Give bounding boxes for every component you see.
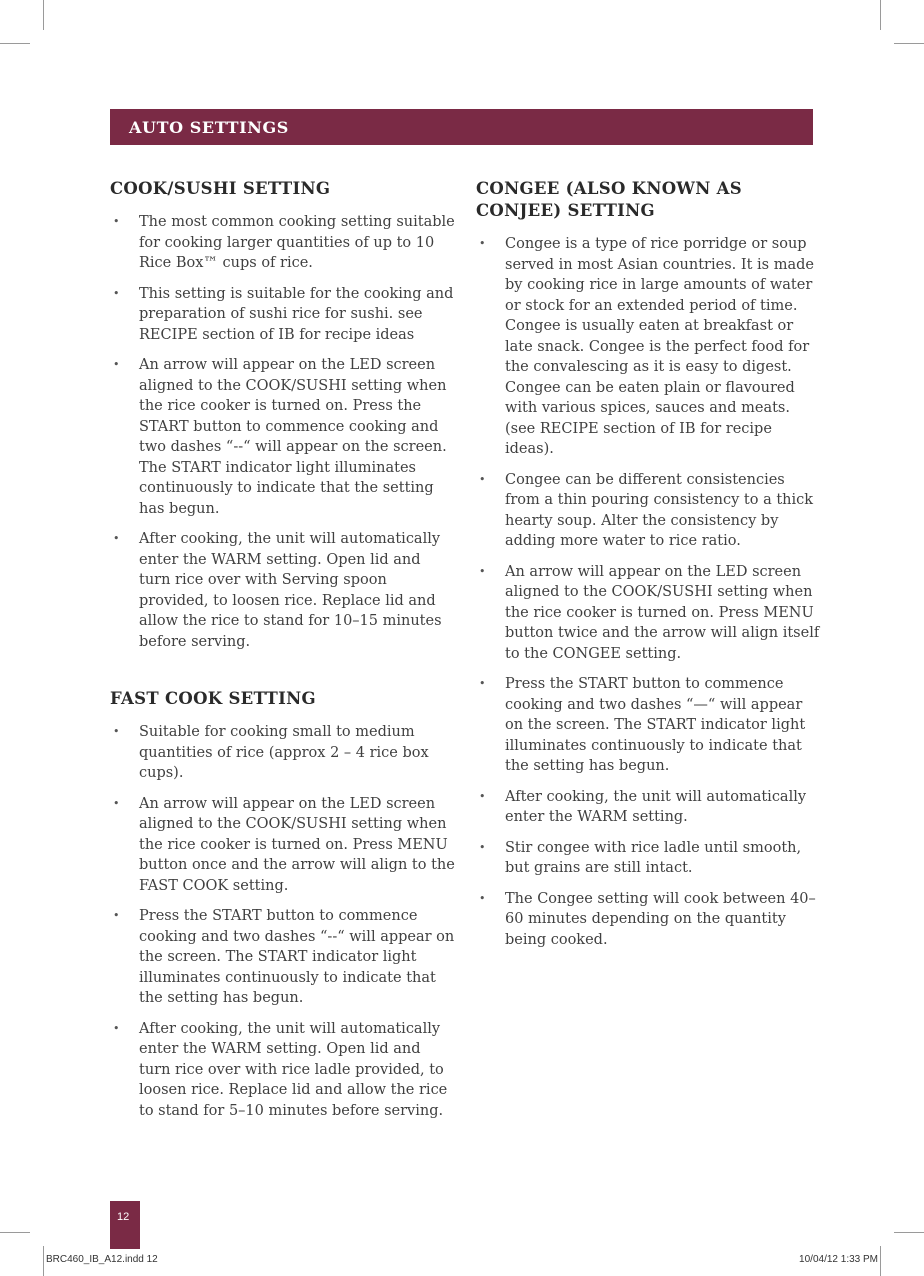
section-banner: [110, 109, 813, 145]
right-column: [476, 178, 821, 960]
bullet-item: • After cooking, the unit will automatically enter the WARM setting. Open lid and turn rice over with rice ladle provided, to loosen rice. Replace lid and allow the rice to stand for 5–10 minutes before serving.: [110, 1019, 455, 1122]
banner-title: AUTO SETTINGS: [129, 118, 289, 137]
bullet-item: • Suitable for cooking small to medium quantities of rice (approx 2 – 4 rice box cups).: [110, 722, 455, 784]
bullet-list: [476, 234, 821, 950]
file-slug-left: BRC460_IB_A12.indd 12: [46, 1254, 158, 1265]
bullet-item: • The most common cooking setting suitable for cooking larger quantities of up to 10 Rice Box™ cups of rice.: [110, 212, 455, 274]
section-spacer: [110, 662, 455, 688]
crop-mark: [0, 1232, 30, 1233]
bullet-item: • Stir congee with rice ladle until smooth, but grains are still intact.: [476, 838, 821, 879]
cook-sushi-section: [110, 178, 455, 652]
section-heading: CONGEE (ALSO KNOWN AS CONJEE) SETTING: [476, 179, 742, 220]
section-heading: FAST COOK SETTING: [110, 689, 316, 708]
crop-mark: [43, 0, 44, 30]
crop-mark: [0, 43, 30, 44]
bullet-item: • Press the START button to commence cooking and two dashes “--“ will appear on the screen. The START indicator light illuminates continuously to indicate that the setting has begun.: [110, 906, 455, 1009]
crop-mark: [43, 1246, 44, 1276]
bullet-item: • Congee is a type of rice porridge or soup served in most Asian countries. It is made by cooking rice in large amounts of water or stock for an extended period of time. Congee is usually eaten at breakfast or late snack. Congee is the perfect food for the convalescing as it is easy to digest. Congee can be eaten plain or flavoured with various spices, sauces and meats. (see RECIPE section of IB for recipe ideas).: [476, 234, 821, 460]
bullet-item: • Press the START button to commence cooking and two dashes “—“ will appear on the screen. The START indicator light illuminates continuously to indicate that the setting has begun.: [476, 674, 821, 777]
crop-mark: [880, 1246, 881, 1276]
bullet-item: • The Congee setting will cook between 40– 60 minutes depending on the quantity being cooked.: [476, 889, 821, 951]
page-number: 12: [117, 1211, 130, 1223]
crop-mark: [880, 0, 881, 30]
bullet-list: [110, 722, 455, 1121]
bullet-item: • An arrow will appear on the LED screen aligned to the COOK/SUSHI setting when the rice cooker is turned on. Press the START button to commence cooking and two dashes “--“ will appear on the screen. The START indicator light illuminates continuously to indicate that the setting has begun.: [110, 355, 455, 519]
crop-mark: [894, 43, 924, 44]
fast-cook-section: [110, 688, 455, 1121]
crop-mark: [894, 1232, 924, 1233]
bullet-item: • After cooking, the unit will automatically enter the WARM setting.: [476, 787, 821, 828]
bullet-item: • An arrow will appear on the LED screen aligned to the COOK/SUSHI setting when the rice cooker is turned on. Press MENU button once and the arrow will align to the FAST COOK setting.: [110, 794, 455, 897]
section-heading: COOK/SUSHI SETTING: [110, 179, 331, 198]
bullet-item: • After cooking, the unit will automatically enter the WARM setting. Open lid and turn rice over with Serving spoon provided, to loosen rice. Replace lid and allow the rice to stand for 10–15 minutes before serving.: [110, 529, 455, 652]
file-slug-right: 10/04/12 1:33 PM: [799, 1254, 878, 1265]
bullet-list: [110, 212, 455, 652]
bullet-item: • An arrow will appear on the LED screen aligned to the COOK/SUSHI setting when the rice cooker is turned on. Press MENU button twice and the arrow will align itself to the CONGEE setting.: [476, 562, 821, 665]
left-column: [110, 178, 455, 1131]
congee-section: [476, 178, 821, 950]
bullet-item: • Congee can be different consistencies from a thin pouring consistency to a thick hearty soup. Alter the consistency by adding more water to rice ratio.: [476, 470, 821, 552]
bullet-item: • This setting is suitable for the cooking and preparation of sushi rice for sushi. see RECIPE section of IB for recipe ideas: [110, 284, 455, 346]
page-number-tab: [110, 1201, 140, 1249]
